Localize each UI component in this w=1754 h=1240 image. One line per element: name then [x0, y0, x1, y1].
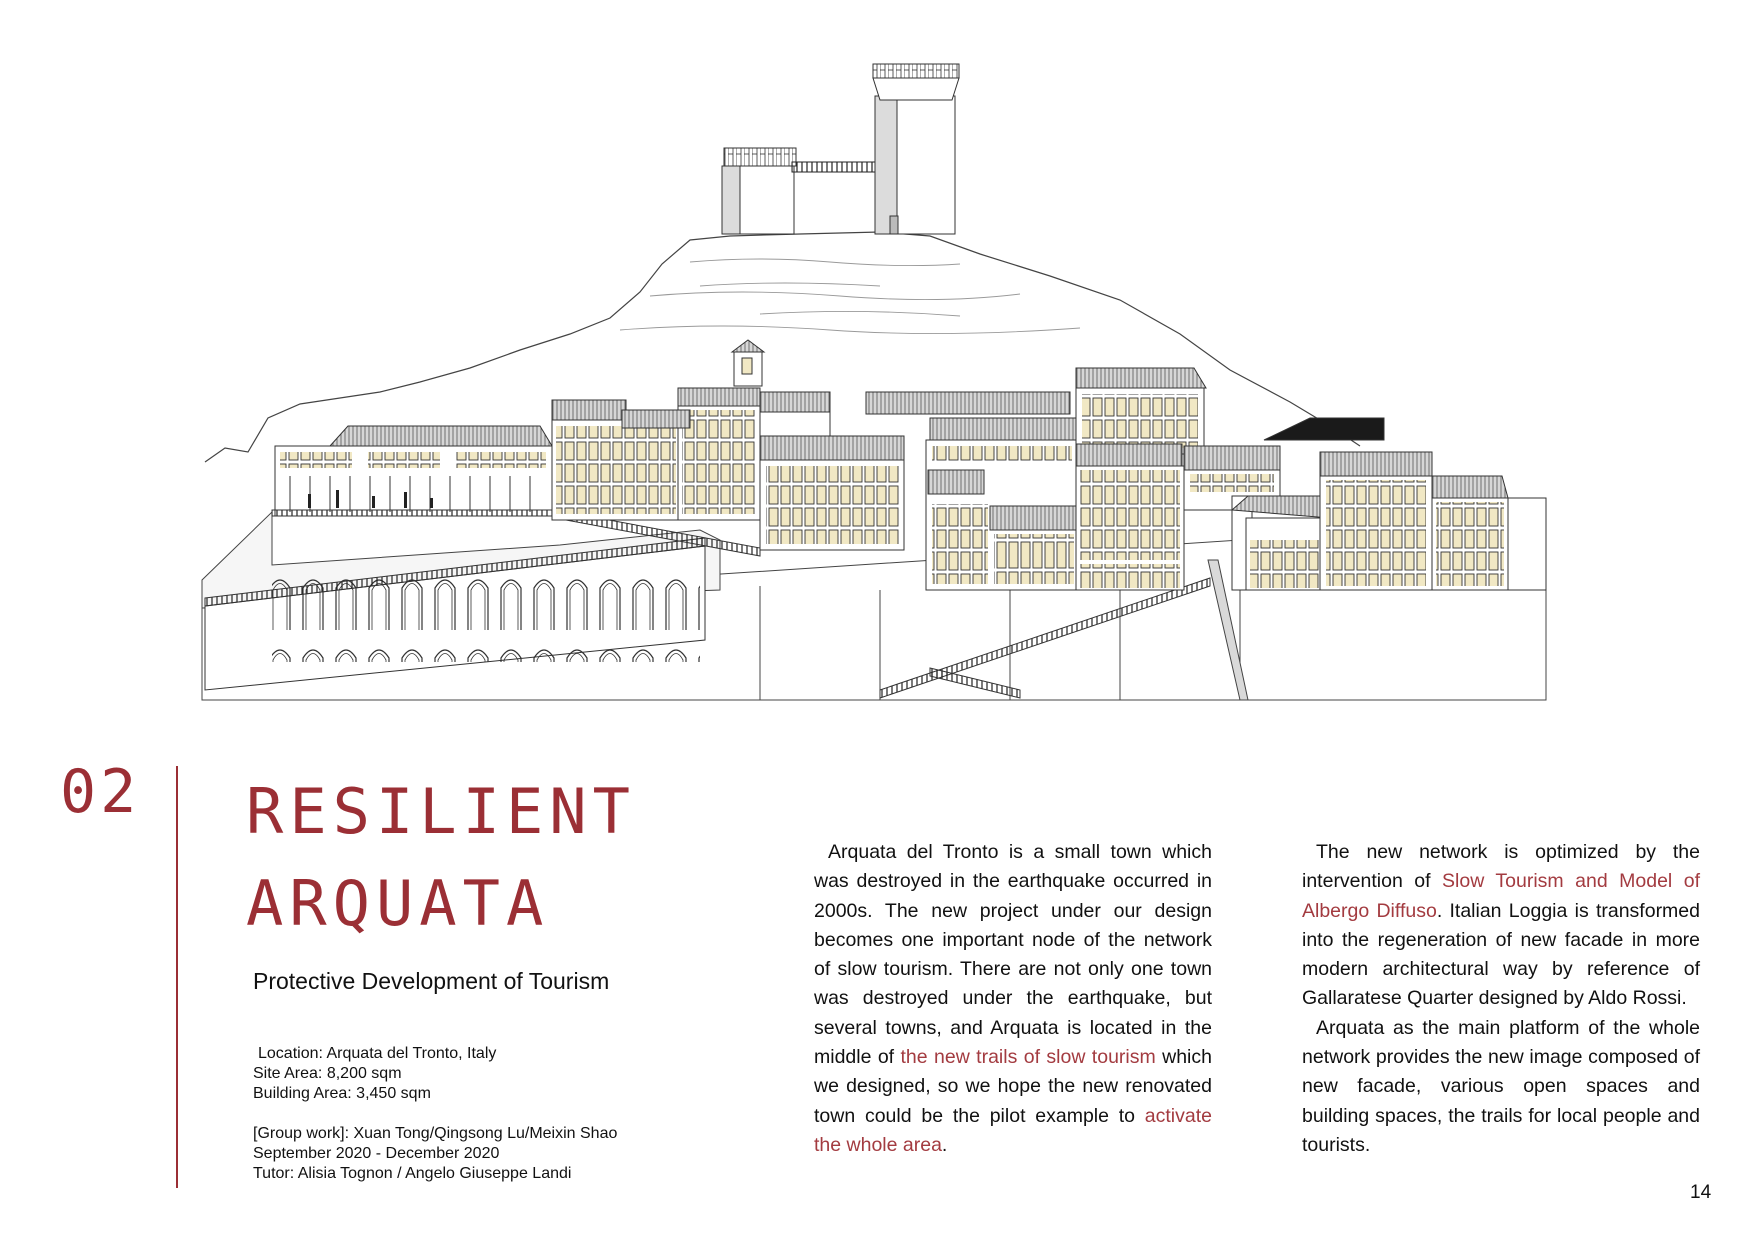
vertical-divider — [176, 766, 178, 1188]
column2-text-a: The new network is optimized by the intervention of — [1302, 841, 1700, 893]
meta-spacer — [253, 1104, 617, 1124]
description-column-1 — [814, 838, 1212, 1160]
column2-paragraph-1 — [1302, 838, 1700, 1014]
column2-highlight-slow-tourism: Slow Tourism and Model of Albergo Diffuso — [1302, 870, 1700, 922]
castle — [722, 64, 959, 234]
column2-text-b: . Italian Loggia is transformed into the regeneration of new facade in more modern architectural way by reference of Gallaratese Quarter designed by Aldo Rossi. — [1302, 899, 1700, 1010]
section-number: 02 — [60, 757, 141, 827]
meta-period: September 2020 - December 2020 — [253, 1145, 500, 1162]
project-title — [246, 766, 636, 950]
title-line-1: RESILIENT — [246, 775, 636, 848]
page-number: 14 — [1690, 1182, 1712, 1203]
column1-highlight-trails: the new trails of slow tourism — [900, 1046, 1156, 1069]
meta-tutor: Tutor: Alisia Tognon / Angelo Giuseppe Landi — [253, 1165, 572, 1182]
column1-highlight-activate: activate the whole area — [814, 1104, 1212, 1156]
column2-paragraph-2: Arquata as the main platform of the whole network provides the new image composed of new facade, various open spaces and building spaces, the trails for local people and tourists. — [1302, 1016, 1700, 1156]
column1-text-b: which we designed, so we hope the new renovated town could be the pilot example to — [814, 1046, 1212, 1127]
meta-site-area: Site Area: 8,200 sqm — [253, 1065, 402, 1082]
project-meta — [253, 1044, 617, 1184]
meta-location: Location: Arquata del Tronto, Italy — [258, 1045, 497, 1062]
column1-text-a: Arquata del Tronto is a small town which was destroyed in the earthquake occurred in 2000s. The new project under our design becomes one important node of the network of slow tourism. There are not only one town was destroyed under the earthquake, but several towns, and Arquata is located in the middle of — [814, 841, 1212, 1069]
column1-paragraph — [814, 838, 1212, 1160]
meta-building-area: Building Area: 3,450 sqm — [253, 1085, 431, 1102]
title-line-2: ARQUATA — [246, 867, 550, 940]
description-column-2 — [1302, 838, 1700, 1160]
column1-text-c: . — [941, 1133, 948, 1156]
project-subtitle: Protective Development of Tourism — [253, 968, 610, 994]
meta-group-work: [Group work]: Xuan Tong/Qingsong Lu/Meixin Shao — [253, 1125, 618, 1142]
